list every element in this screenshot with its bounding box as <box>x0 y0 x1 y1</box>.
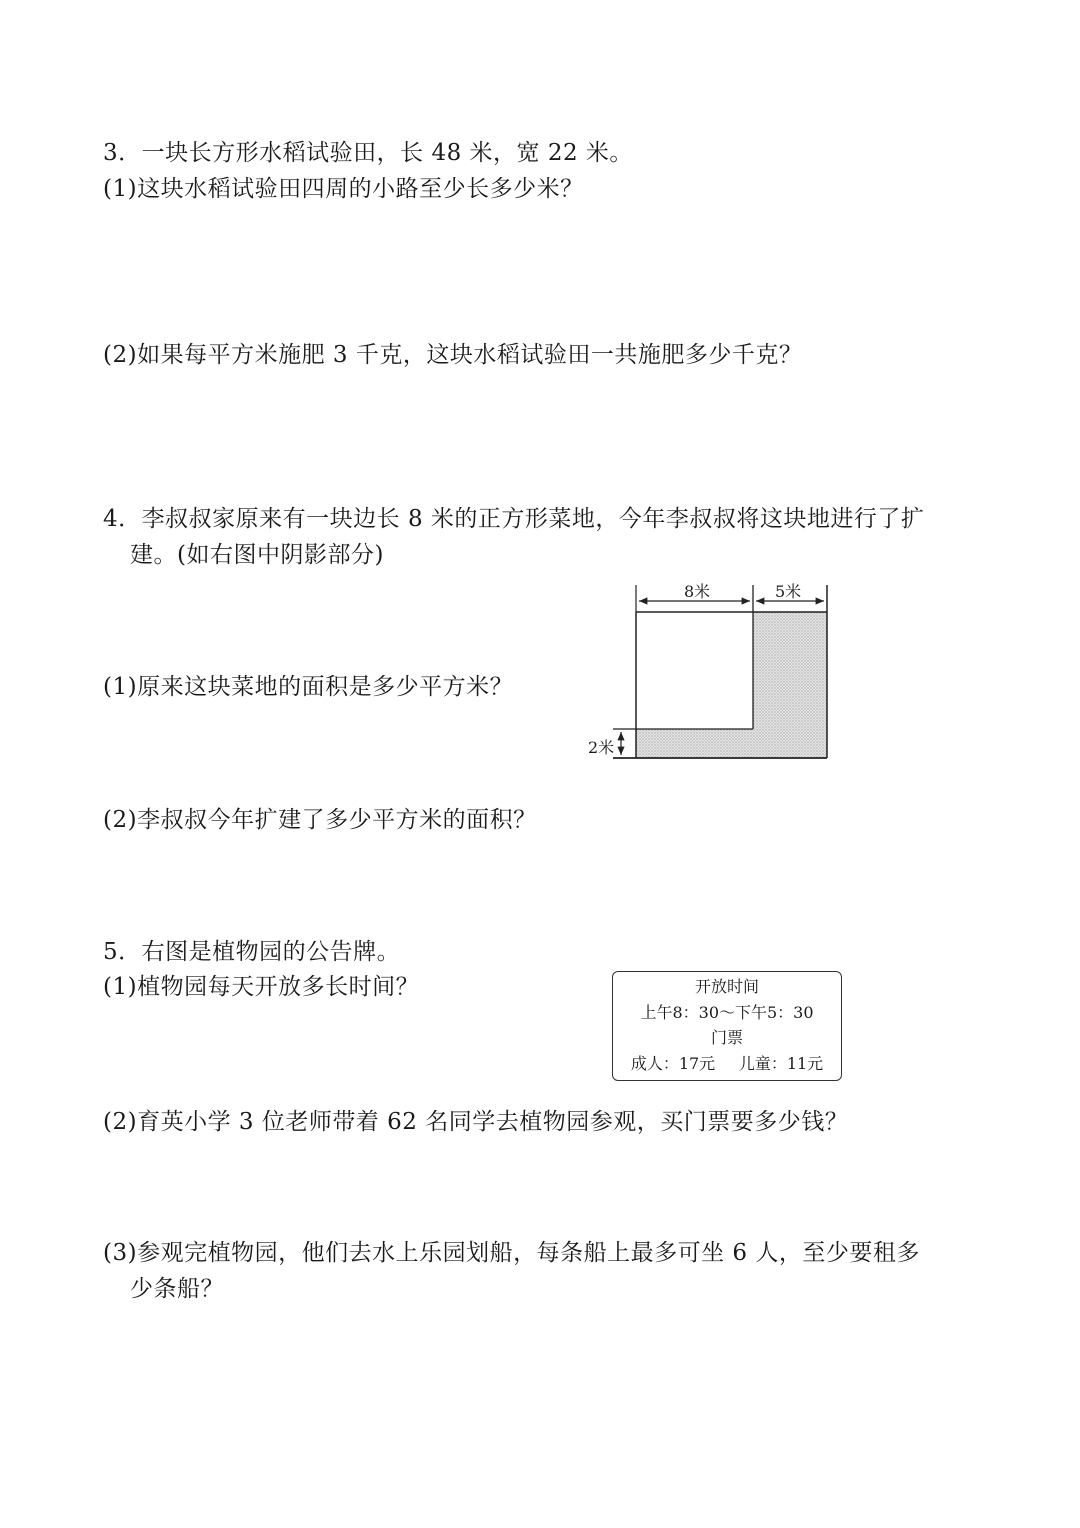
child-price: 儿童：11元 <box>738 1053 824 1073</box>
q4-title-line2: 建。(如右图中阴影部分) <box>130 542 384 568</box>
board-ticket-heading: 门票 <box>710 1028 743 1047</box>
label-5m: 5米 <box>775 582 802 601</box>
notice-board <box>612 971 842 1081</box>
q5-sub3-line2: 少条船？ <box>130 1276 224 1302</box>
board-heading: 开放时间 <box>694 977 759 996</box>
adult-price: 成人：17元 <box>630 1053 716 1073</box>
label-2m: 2米 <box>588 738 615 757</box>
vegetable-plot-diagram <box>585 575 845 770</box>
q5-title: 5．右图是植物园的公告牌。 <box>103 939 401 965</box>
q4-title-line1: 4．李叔叔家原来有一块边长 8 米的正方形菜地，今年李叔叔将这块地进行了扩 <box>103 506 925 532</box>
q5-sub2: (2)育英小学 3 位老师带着 62 名同学去植物园参观，买门票要多少钱？ <box>103 1109 849 1135</box>
q4-sub1: (1)原来这块菜地的面积是多少平方米？ <box>103 674 514 700</box>
q5-sub1: (1)植物园每天开放多长时间？ <box>103 974 420 1000</box>
shaded-extension <box>636 612 827 758</box>
q4-sub2: (2)李叔叔今年扩建了多少平方米的面积？ <box>103 807 537 833</box>
q5-sub3-line1: (3)参观完植物园，他们去水上乐园划船，每条船上最多可坐 6 人，至少要租多 <box>103 1240 920 1266</box>
q3-sub2: (2)如果每平方米施肥 3 千克，这块水稻试验田一共施肥多少千克？ <box>103 342 803 368</box>
q3-sub1: (1)这块水稻试验田四周的小路至少长多少米？ <box>103 176 584 202</box>
label-8m: 8米 <box>684 582 711 601</box>
q3-title: 3．一块长方形水稻试验田，长 48 米，宽 22 米。 <box>103 140 633 166</box>
board-prices <box>613 1051 841 1077</box>
board-hours: 上午8：30～下午5：30 <box>640 1002 814 1022</box>
